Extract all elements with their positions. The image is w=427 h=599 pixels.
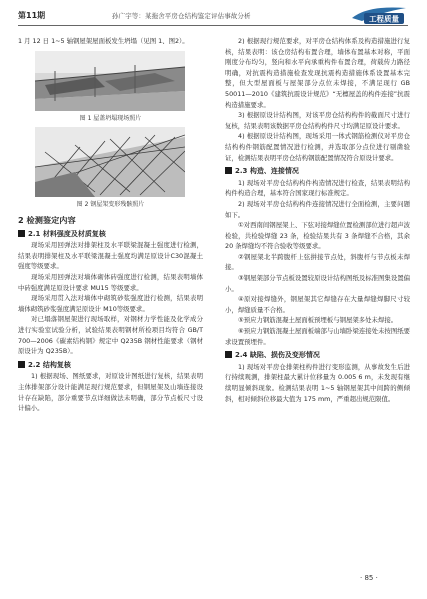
- heading-marker: [225, 351, 232, 358]
- left-column: [18, 36, 203, 414]
- section-2-4-heading: 2.4 缺陷、损伤及变形情况: [225, 350, 410, 361]
- paragraph: 1) 根据现场、图纸要求，对原设计图纸进行复核，结果表明主体排架部分设计能满足现行规范要求，但钢屋架及山墙连接设计存在缺陷，部分重要节点详细做法未明确，部分节点板尺寸设计偏小。: [18, 372, 203, 413]
- paragraph: 现场采用贯入法对墙体中砌筑砂浆强度进行检测，结果表明墙体砌筑砂浆强度满足原设计 M10等级要求。: [18, 294, 203, 313]
- section-2-heading: 2 检测鉴定内容: [18, 214, 76, 225]
- list-item: ⑥预应力钢筋混凝土屋面板端部与山墙卧梁连接处未按图纸要求设置预埋件。: [225, 327, 410, 346]
- paragraph: 3) 根据原设计结构图，对该平房仓结构构件的截面尺寸进行复核，结果表明该数据平房仓结构构件尺寸均满足原设计要求。: [225, 111, 410, 130]
- right-column: [225, 36, 410, 404]
- heading-marker: [18, 230, 25, 237]
- journal-logo: [348, 4, 410, 26]
- figure-2-caption: 图 2 钢屋架变形残骸照片: [76, 200, 145, 208]
- figure-1-photo: [35, 51, 185, 111]
- paragraph: 1) 现场对平房仓结构构件构造情况进行检查，结果表明结构构件构造合理，基本符合国家现行标准规定。: [225, 178, 410, 198]
- list-item: ③钢屋架部分节点板设置较原设计结构图纸及标准图集设置偏小。: [225, 274, 410, 293]
- heading-marker: [18, 361, 25, 368]
- section-2-3-heading: 2.3 构造、连接情况: [225, 166, 410, 177]
- list-item: ④原对接焊缝外，钢屋架其它焊缝存在大量焊缝焊脚尺寸较小，焊缝质量不合格。: [225, 295, 410, 314]
- list-item: ②钢屋架北半跨腹杆上弦拼接节点处，斜腹杆与节点板未焊接。: [225, 252, 410, 272]
- list-item: ⑤预应力钢筋混凝土屋面板预埋板与钢屋架多处未焊接。: [238, 316, 398, 325]
- running-header: [0, 0, 427, 30]
- article-title: 孙广宇等：某拖舍平房仓结构鉴定评估事故分析: [112, 12, 251, 20]
- section-2-2-heading: 2.2 结构复核: [18, 360, 203, 371]
- paragraph: 2) 根据现行规范要求，对平房仓结构体系及构造措施进行复核，结果表明：该仓房结构布置合理，墙体布置基本对称，平面刚度分布均匀，竖向和水平向承重构件布置合理，荷载传力路径明确，对抗震构造措施检查发现抗震构造措施体系设置基本完整，但大型屋面板与屋架部分点位未焊接，不满足现行 GB 50011—2010《建筑抗震设计规范》“无檩屋盖的构件连接”抗震构造措施要求。: [225, 37, 410, 109]
- header-rule: [18, 25, 408, 26]
- heading-marker: [225, 167, 232, 174]
- paragraph: 2) 现场对平房仓结构构件连接情况进行全面检测，主要问题如下。: [225, 199, 410, 219]
- intro-paragraph: 1 月 12 日 1~5 轴钢屋架屋面板发生坍塌（见图 1、图2）。: [18, 37, 189, 45]
- list-item: ①对西南间钢屋架上、下弦对接焊缝位置检测部位进行超声波检验，共检验焊缝 23 条，检验结果共有 3 条焊缝不合格，其余 20 条焊缝均不符合验收等级要求。: [225, 221, 410, 251]
- page-number: · 85 ·: [360, 574, 378, 582]
- svg-text:工程质量: 工程质量: [369, 14, 399, 24]
- paragraph: 4) 根据原设计结构图，现场采用一体式钢筋检测仪对平房仓结构构件钢筋配置情况进行检测，并选取部分点位进行剔凿验证，检测结果表明平房仓结构钢筋配置情况符合原设计要求。: [225, 132, 410, 162]
- paragraph: 现场采用回弹法对墙体砌体砖强度进行检测，结果表明墙体中砖强度满足原设计要求 MU15 等级要求。: [18, 272, 203, 292]
- figure-2-photo: [35, 127, 185, 197]
- paragraph: 现场采用回弹法对排架柱及水平联梁混凝土强度进行检测，结果表明排架柱及水平联梁混凝土强度均满足原设计C30混凝土强度等级要求。: [18, 241, 203, 271]
- figure-1-caption: 图 1 屋盖坍塌现场照片: [79, 114, 142, 122]
- paragraph: 对已塌落钢屋架进行现场取样，对钢材力学性能及化学成分进行实验室试验分析，试验结果表明钢材所检项目均符合 GB/T 700—2006《碳素结构钢》规定中 Q235B 钢材性能要求（钢材原设计为 Q235B）。: [18, 315, 203, 356]
- paragraph: 1) 现场对平房仓排架柱构件进行变形监测，从事故发生后进行持续观测，排架柱最大累计位移量为 0.005 6 m，未发现有继续明显倾斜现象。检测结果表明 1~5 轴钢屋架其中间跨的侧倾斜，相对倾斜位移最大值为 175 mm，严重超出规范限值。: [225, 362, 410, 403]
- section-2-1-heading: 2.1 材料强度及材质复核: [18, 229, 203, 240]
- issue-number: 第11期: [18, 11, 46, 20]
